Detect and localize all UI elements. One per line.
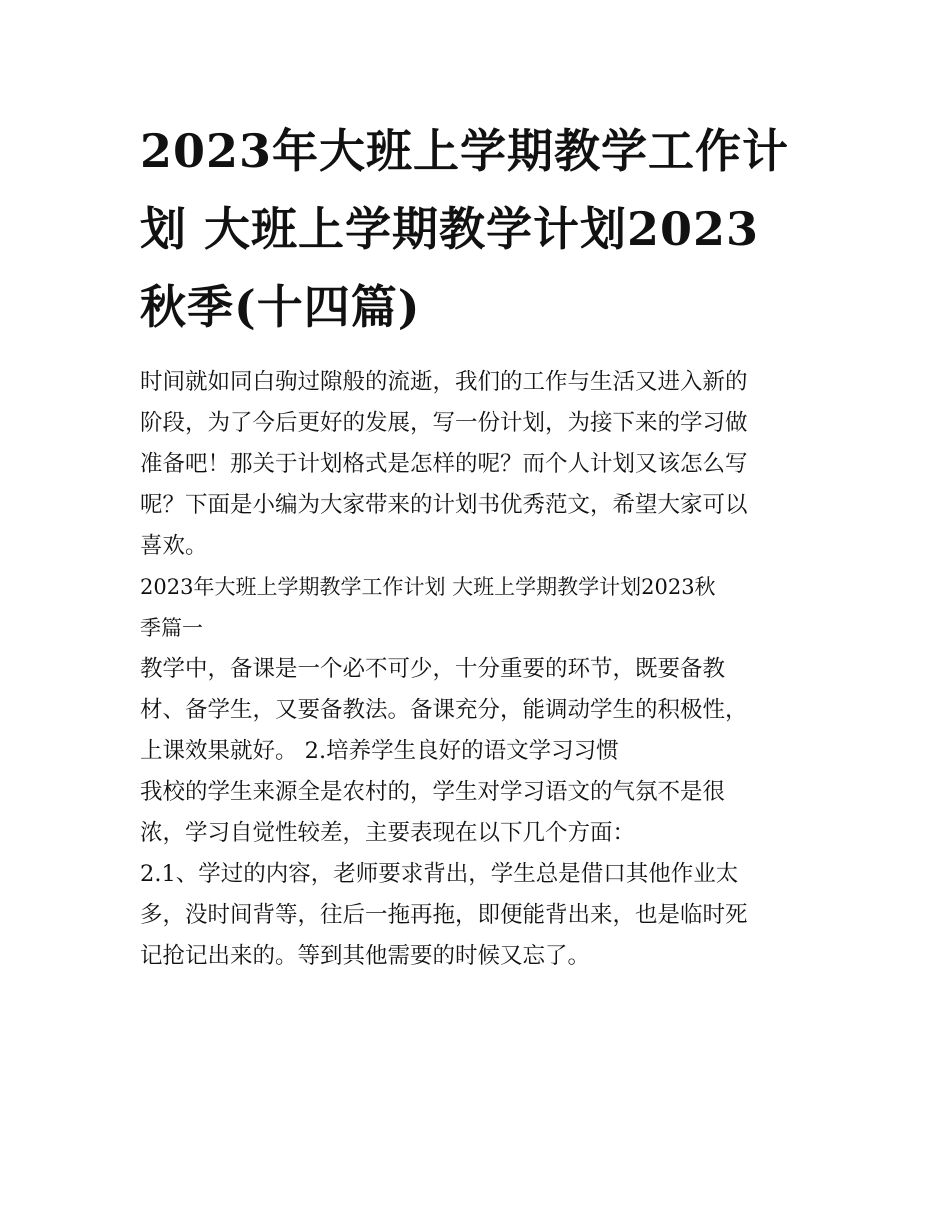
text-line: 时间就如同白驹过隙般的流逝，我们的工作与生活又进入新的: [140, 369, 748, 395]
body-paragraph: [140, 772, 830, 854]
intro-paragraph: [140, 362, 830, 567]
title-line: 秋季(十四篇): [140, 280, 421, 334]
text-line: 2.1、学过的内容，老师要求背出，学生总是借口其他作业太: [140, 861, 739, 887]
text-line: 我校的学生来源全是农村的，学生对学习语文的气氛不是很: [140, 779, 726, 805]
text-line: 呢？下面是小编为大家带来的计划书优秀范文，希望大家可以: [140, 492, 748, 518]
text-line: 材、备学生，又要备教法。备课充分，能调动学生的积极性，: [140, 697, 748, 723]
document-title: [140, 112, 830, 346]
section-heading: [140, 567, 830, 649]
text-line: 喜欢。: [140, 533, 208, 559]
text-line: 浓，学习自觉性较差，主要表现在以下几个方面：: [140, 820, 636, 846]
document-body: [140, 362, 830, 977]
text-line: 多，没时间背等，往后一拖再拖，即便能背出来，也是临时死: [140, 902, 748, 928]
text-line: 上课效果就好。 2.培养学生良好的语文学习习惯: [140, 738, 619, 764]
text-line: 2023年大班上学期教学工作计划 大班上学期教学计划2023秋: [140, 575, 716, 599]
title-line: 2023年大班上学期教学工作计: [140, 124, 790, 178]
text-line: 季篇一: [140, 616, 203, 640]
document-page: [140, 112, 830, 977]
text-line: 准备吧！那关于计划格式是怎样的呢？而个人计划又该怎么写: [140, 451, 748, 477]
text-line: 记抢记出来的。等到其他需要的时候又忘了。: [140, 943, 591, 969]
title-line: 划 大班上学期教学计划2023: [140, 202, 760, 256]
body-paragraph: [140, 649, 830, 772]
text-line: 教学中，备课是一个必不可少，十分重要的环节，既要备教: [140, 656, 726, 682]
body-paragraph: [140, 854, 830, 977]
text-line: 阶段，为了今后更好的发展，写一份计划，为接下来的学习做: [140, 410, 748, 436]
